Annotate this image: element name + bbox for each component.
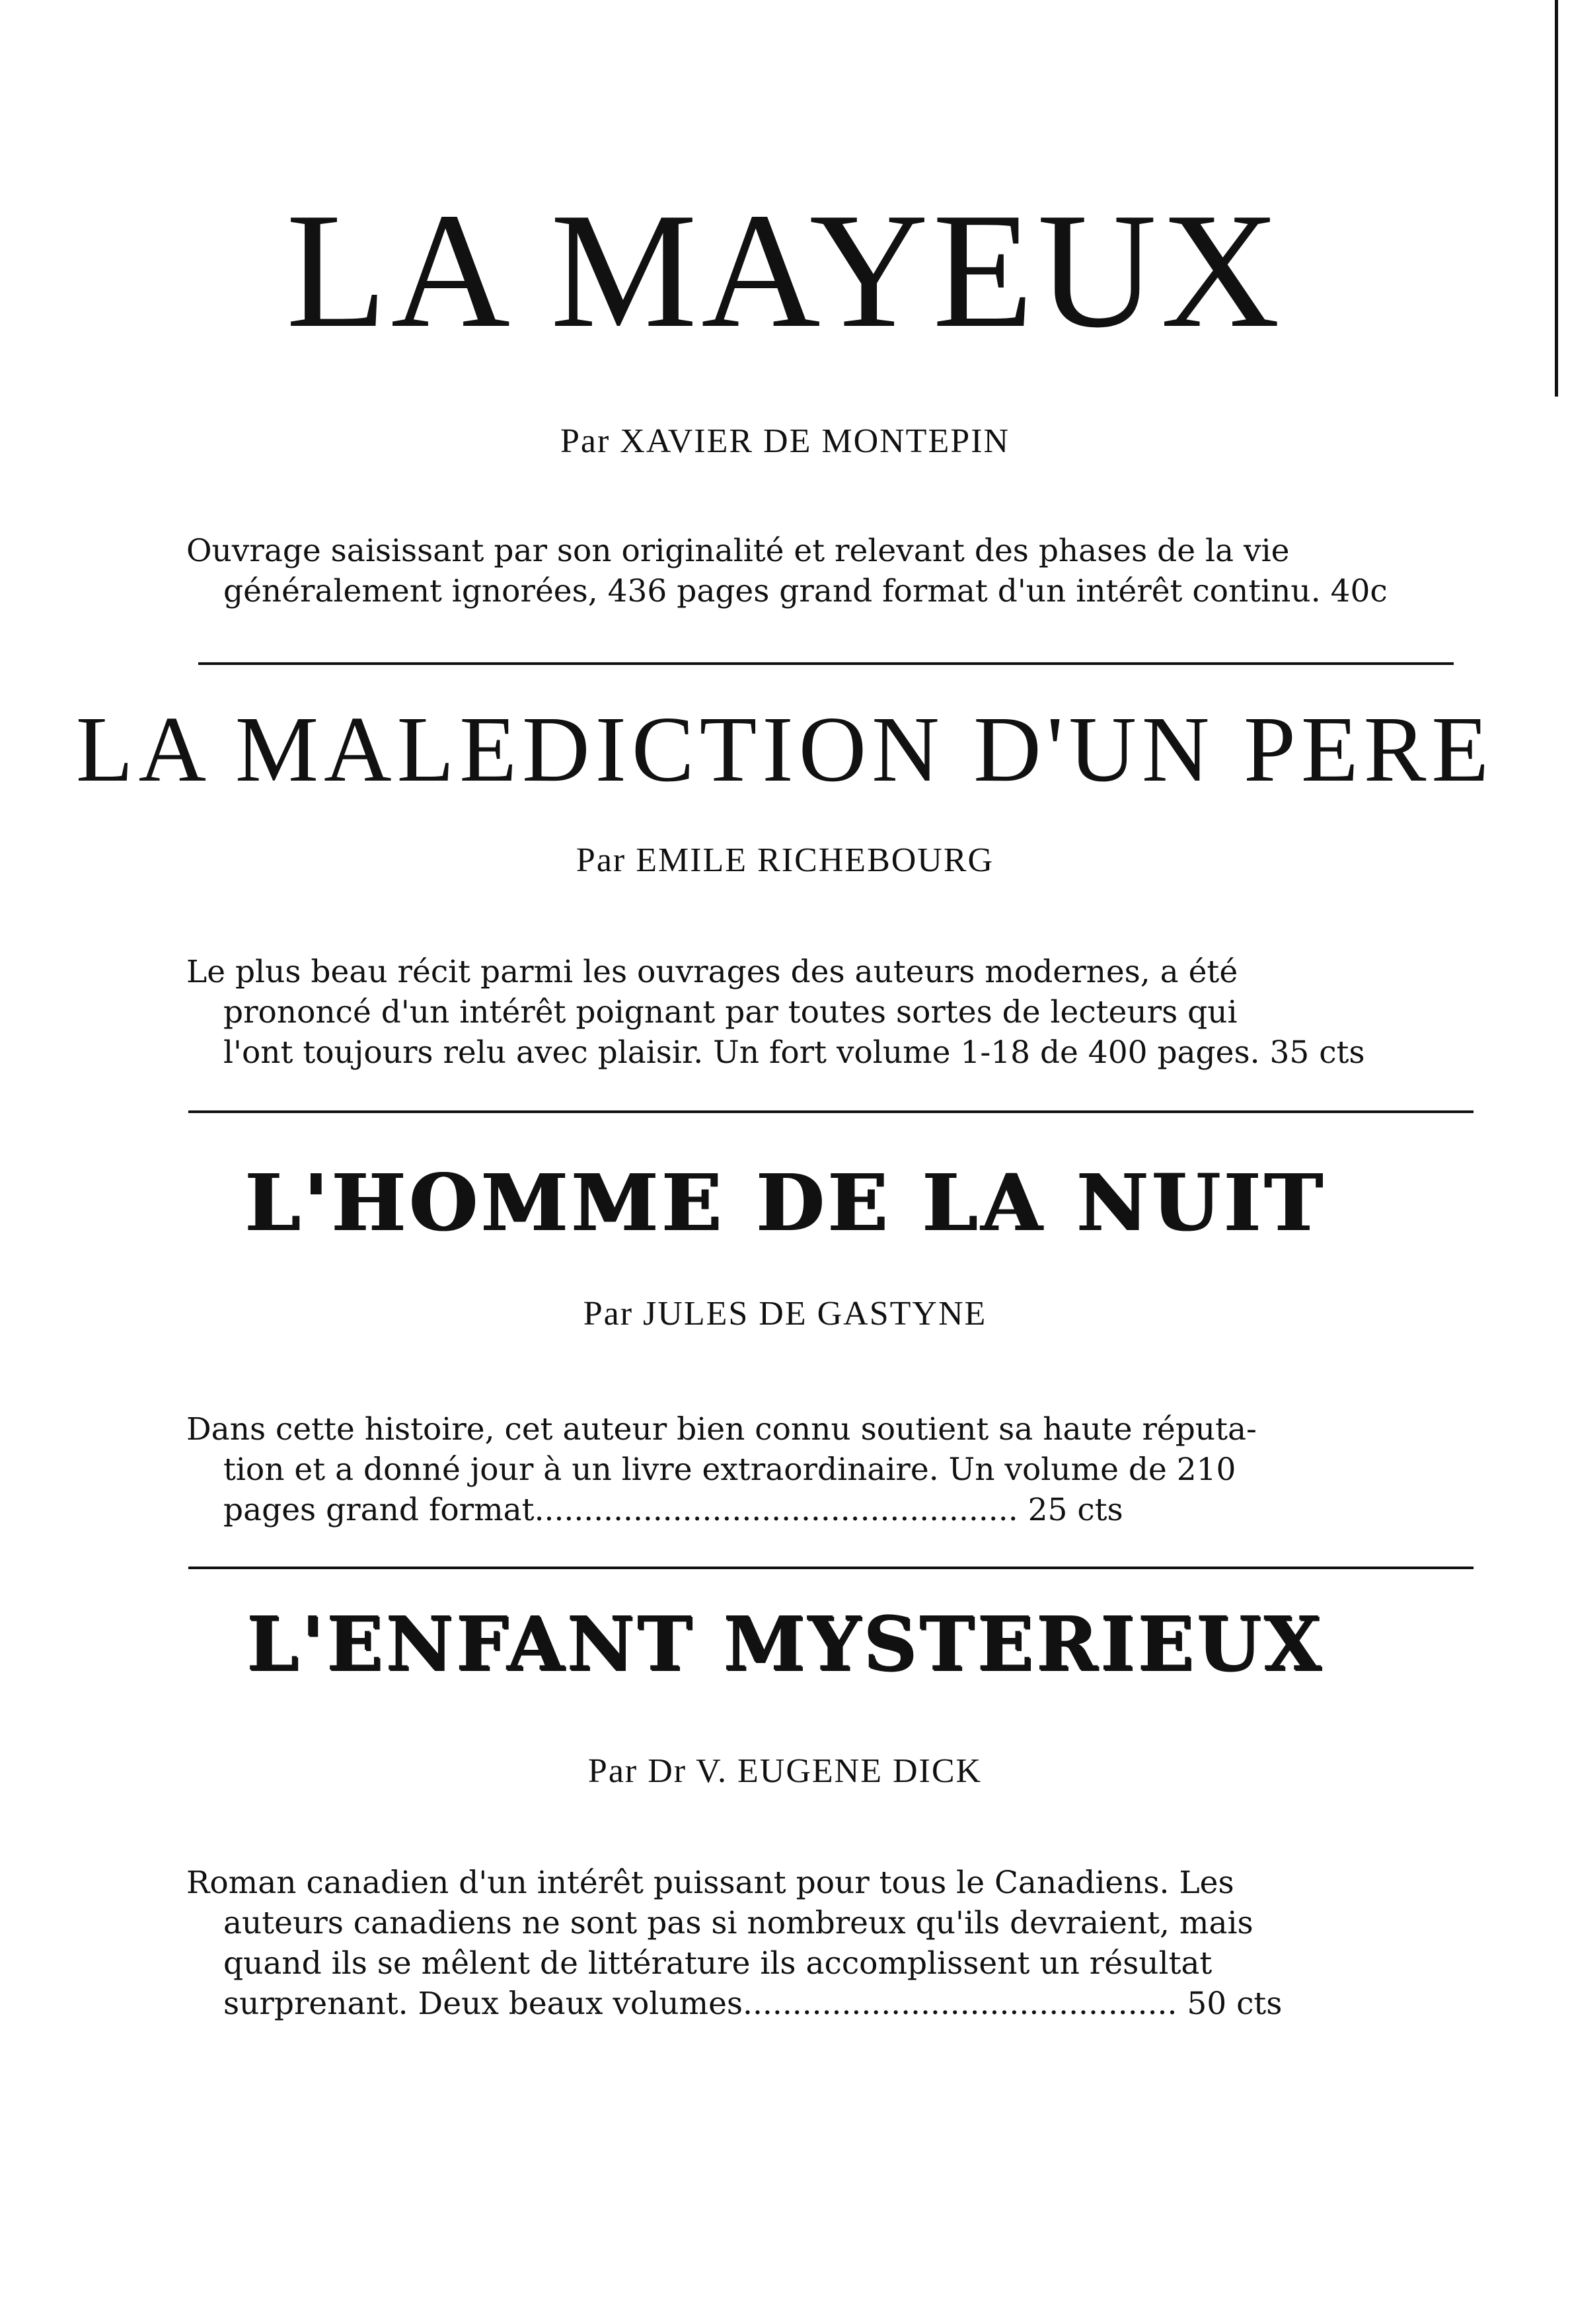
book-description xyxy=(186,1863,1481,2024)
book-title: L'ENFANT MYSTERIEUX xyxy=(246,1601,1324,1687)
section-divider xyxy=(188,1110,1474,1113)
description-line: Le plus beau récit parmi les ouvrages des auteurs modernes, a été xyxy=(186,954,1238,990)
description-line: généralement ignorées, 436 pages grand format d'un intérêt continu. 40c xyxy=(223,573,1388,609)
description-line: l'ont toujours relu avec plaisir. Un fort volume 1-18 de 400 pages. 35 cts xyxy=(223,1034,1365,1071)
book-byline: Par Dr V. EUGENE DICK xyxy=(587,1752,983,1790)
book-byline: Par XAVIER DE MONTEPIN xyxy=(560,422,1010,460)
book-title: L'HOMME DE LA NUIT xyxy=(244,1157,1326,1249)
description-line: surprenant. Deux beaux volumes............................................ 50 cts xyxy=(223,1986,1283,2022)
section-divider xyxy=(198,662,1454,665)
section-divider xyxy=(188,1567,1474,1569)
book-description xyxy=(186,531,1481,611)
book-title: LA MALEDICTION D'UN PERE xyxy=(75,697,1495,801)
description-line: Dans cette histoire, cet auteur bien connu soutient sa haute réputa- xyxy=(186,1411,1257,1448)
description-line: auteurs canadiens ne sont pas si nombreux qu'ils devraient, mais xyxy=(223,1905,1253,1941)
book-description xyxy=(186,952,1481,1073)
description-line: Roman canadien d'un intérêt puissant pour tous le Canadiens. Les xyxy=(186,1865,1234,1901)
book-byline: Par JULES DE GASTYNE xyxy=(583,1295,987,1333)
description-line: Ouvrage saisissant par son originalité et relevant des phases de la vie xyxy=(186,533,1290,569)
book-description xyxy=(186,1409,1481,1530)
description-line: tion et a donné jour à un livre extraordinaire. Un volume de 210 xyxy=(223,1452,1236,1488)
book-title: LA MAYEUX xyxy=(285,179,1285,362)
description-line: quand ils se mêlent de littérature ils accomplissent un résultat xyxy=(223,1945,1213,1982)
book-byline: Par EMILE RICHEBOURG xyxy=(576,841,994,879)
description-line: pages grand format................................................. 25 cts xyxy=(223,1492,1123,1528)
description-line: prononcé d'un intérêt poignant par toutes sortes de lecteurs qui xyxy=(223,994,1238,1030)
